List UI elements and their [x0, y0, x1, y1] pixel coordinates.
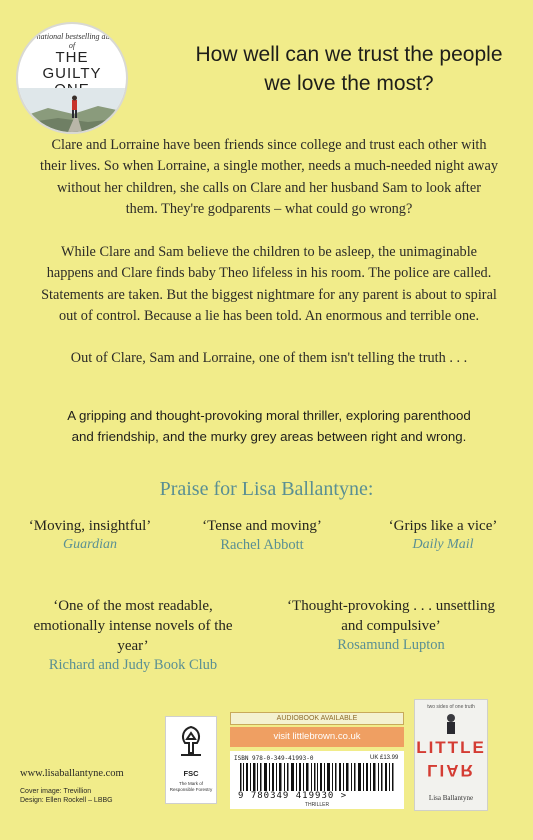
barcode-bars — [240, 763, 396, 791]
genre-label: THRILLER — [304, 802, 330, 808]
guilty-one-badge — [16, 22, 128, 134]
badge-title-line1: THE — [55, 49, 89, 66]
quote-text: ‘Thought-provoking . . . unsettling and compulsive’ — [287, 598, 495, 634]
barcode-number: 9 780349 419930 > — [238, 791, 348, 801]
blurb-paragraph-3: Out of Clare, Sam and Lorraine, one of them isn't telling the truth . . . — [70, 350, 468, 366]
price-text: UK £13.99 — [370, 755, 399, 761]
badge-ring-text: International bestselling author of — [21, 32, 123, 50]
isbn-text: ISBN 978-0-349-41993-0 — [234, 755, 314, 762]
cover-figure-image — [435, 712, 467, 736]
fsc-label: FSC — [183, 769, 199, 778]
quote-source: Rosamund Lupton — [337, 637, 445, 653]
cover-author: Lisa Ballantyne — [428, 794, 474, 802]
cover-credits — [20, 787, 113, 805]
badge-cover-image — [18, 88, 126, 132]
publisher-website-banner: visit littlebrown.co.uk — [230, 727, 404, 747]
quote-source: Richard and Judy Book Club — [48, 657, 218, 673]
little-liar-cover — [414, 699, 488, 811]
cover-title-top: LITTLE — [416, 738, 486, 757]
audiobook-available-label: AUDIOBOOK AVAILABLE — [230, 712, 404, 725]
headline: How well can we trust the people we love the most? — [195, 43, 503, 95]
quote-source: Daily Mail — [412, 537, 474, 552]
blurb-paragraph-2: While Clare and Sam believe the children to be asleep, the unimaginable happens and Clare finds baby Theo lifeless in his room. The police are called. Statements are taken. But the biggest nightmare for any parent is about to spiral out of control. Because a lie has been told. An enormous and terrible one. — [41, 244, 497, 325]
cover-title-bottom: LIAR — [427, 761, 475, 780]
fsc-tree-icon — [173, 723, 209, 759]
praise-quote-3 — [368, 516, 518, 554]
quote-text: ‘Grips like a vice’ — [388, 518, 498, 534]
quote-source: Rachel Abbott — [220, 537, 304, 553]
tagline: A gripping and thought-provoking moral thriller, exploring parenthood and friendship, and the murky grey areas between right and wrong. — [67, 408, 471, 444]
praise-quote-1 — [20, 516, 160, 554]
cover-top-text: two sides of one truth — [427, 704, 475, 710]
praise-quote-5 — [276, 596, 506, 654]
quote-source: Guardian — [63, 537, 117, 552]
blurb-paragraph-1: Clare and Lorraine have been friends since college and trust each other with their lives. So when Lorraine, a single mother, needs a much-needed night away without her children, she calls on Clare and her husband Sam to look after them. They're godparents – what could go wrong? — [40, 137, 498, 218]
praise-heading: Praise for Lisa Ballantyne: — [159, 478, 374, 500]
quote-text: ‘Moving, insightful’ — [28, 518, 152, 534]
quote-text: ‘One of the most readable, emotionally intense novels of the year’ — [33, 598, 233, 654]
design-credit: Design: Ellen Rockell – LBBG — [20, 797, 113, 804]
cover-image-credit: Cover image: Trevillion — [20, 788, 92, 795]
fsc-tagline: The Mark of Responsible Forestry — [169, 781, 213, 792]
author-website: www.lisaballantyne.com — [20, 768, 124, 779]
quote-text: ‘Tense and moving’ — [202, 518, 322, 534]
barcode-box — [230, 751, 404, 809]
badge-title-line2: GUILTY — [42, 65, 102, 82]
praise-quote-4 — [28, 596, 238, 674]
praise-quote-2 — [192, 516, 332, 554]
fsc-logo-box — [165, 716, 217, 804]
